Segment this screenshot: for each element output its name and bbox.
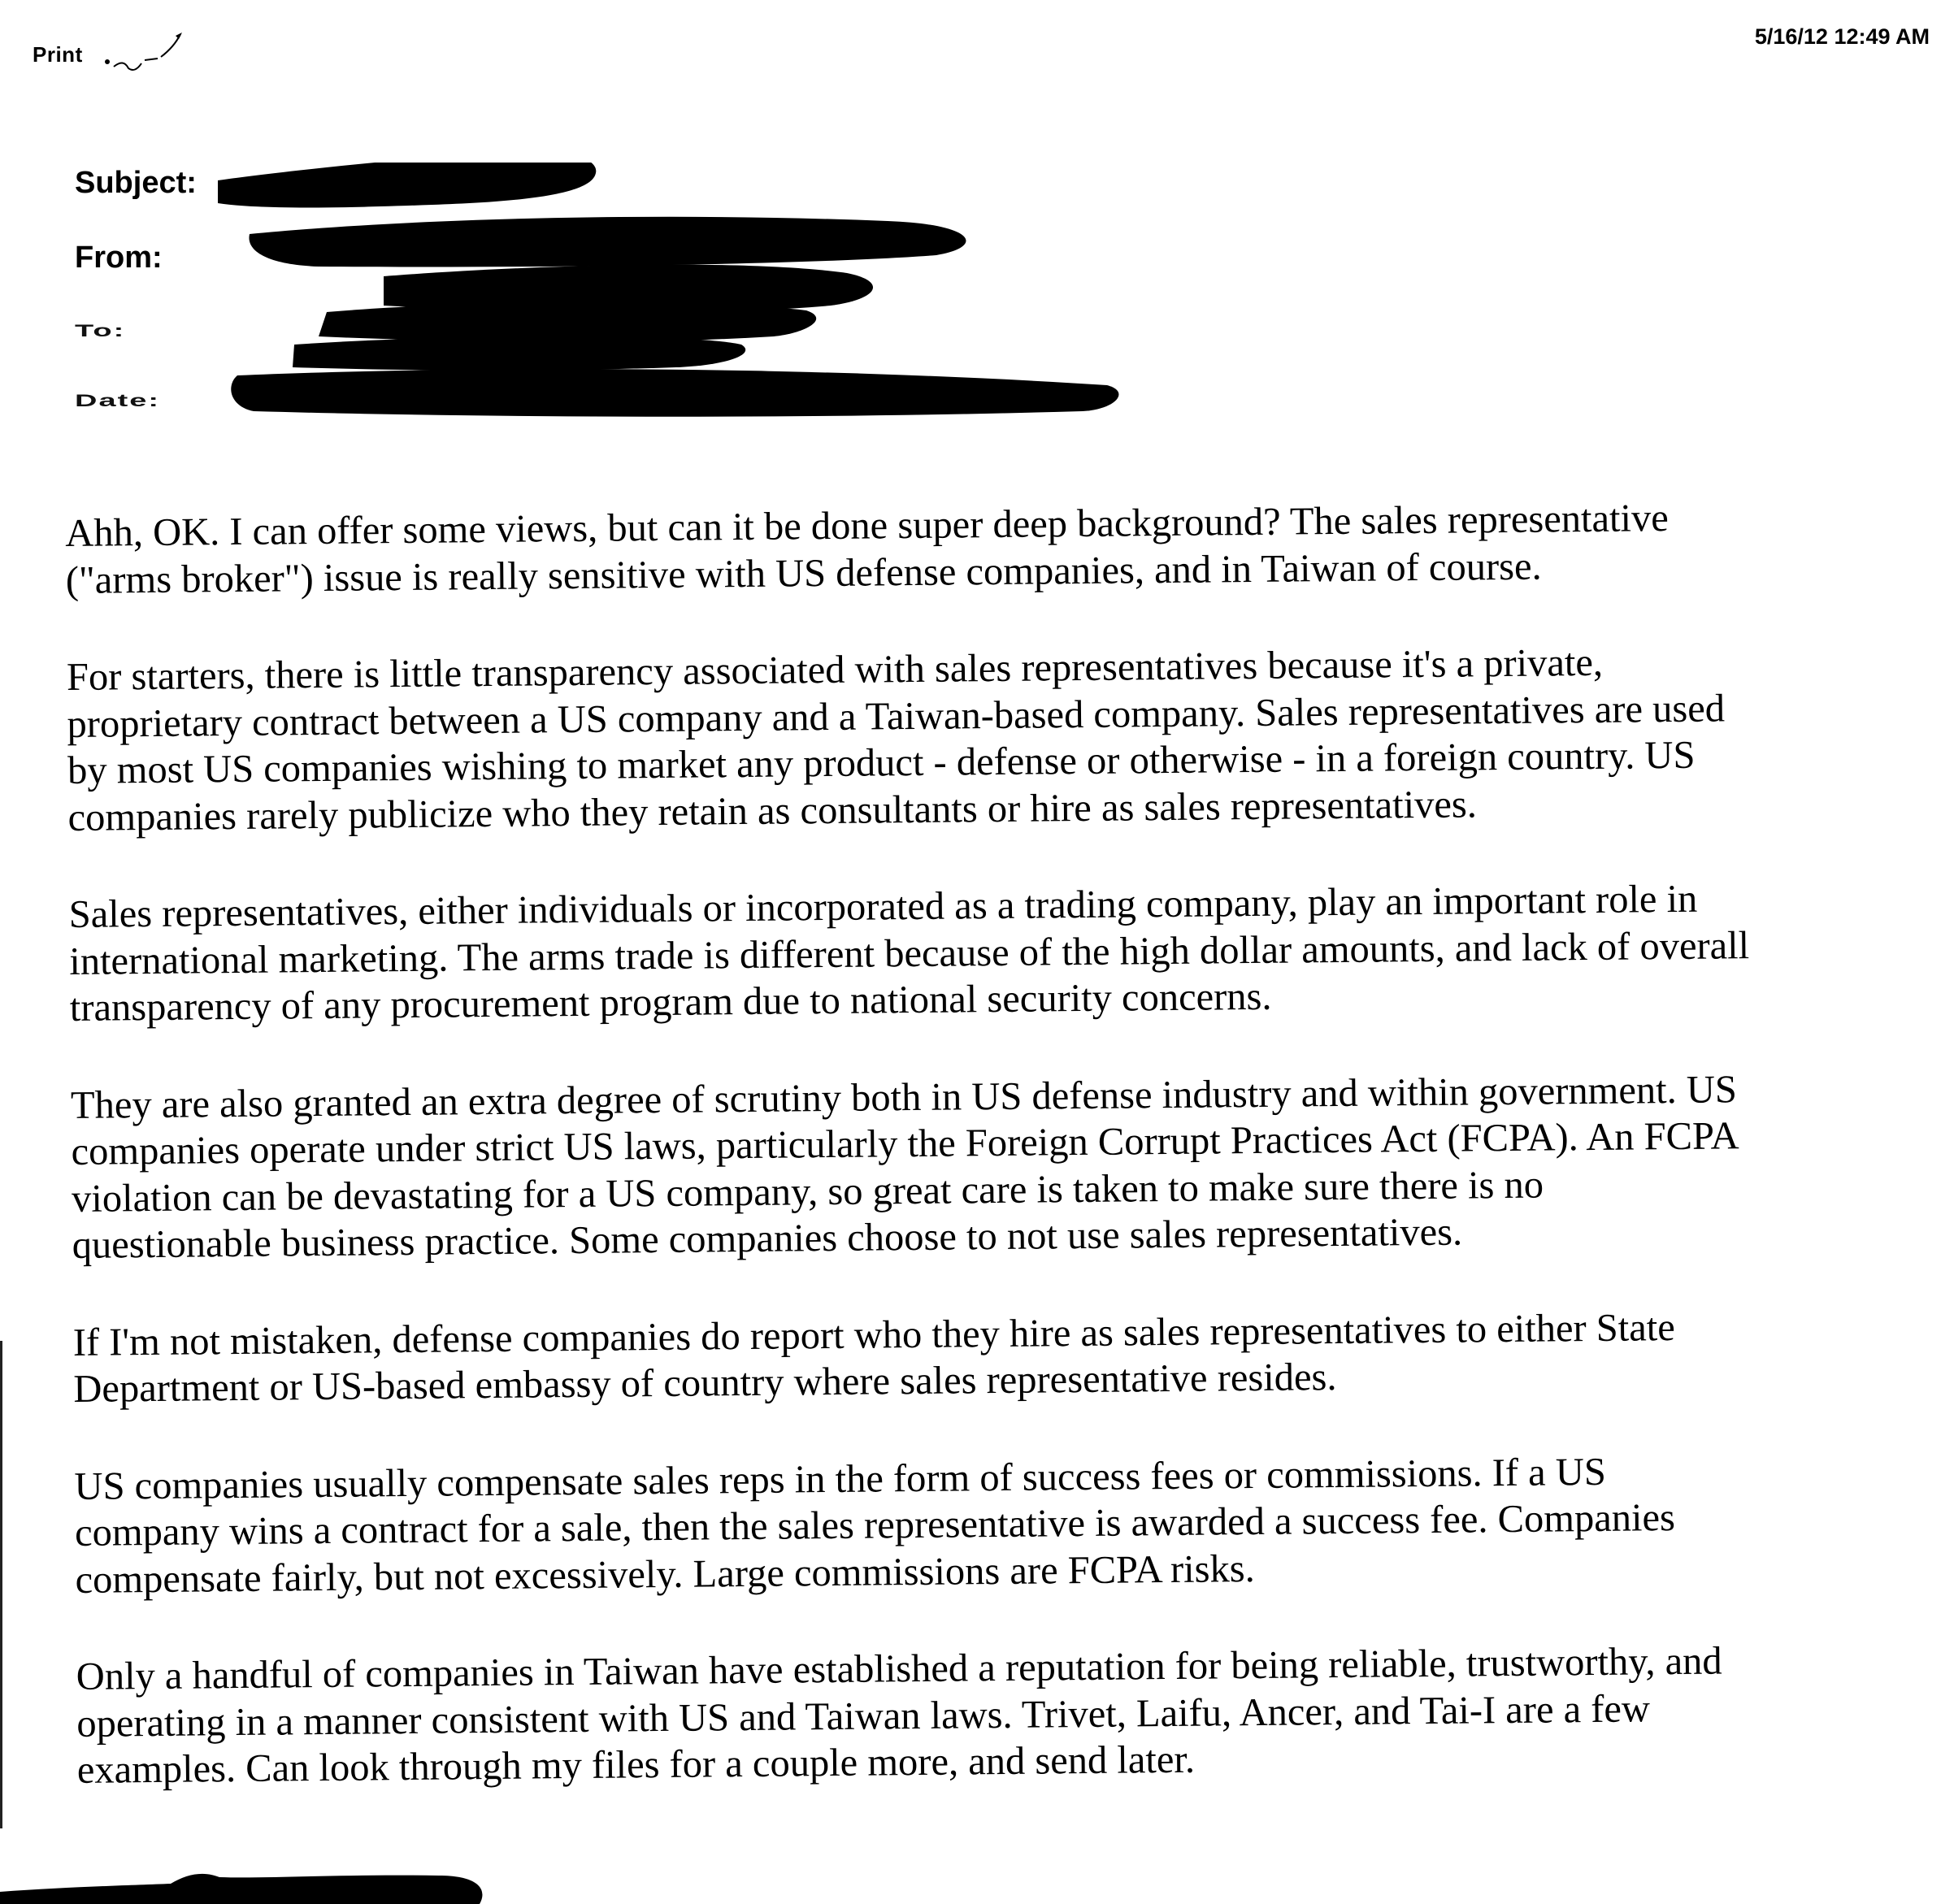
print-timestamp: 5/16/12 12:49 AM: [1754, 24, 1930, 49]
pen-scribble-mark: [99, 26, 189, 75]
body-paragraph-2: For starters, there is little transparency associated with sales representatives because it's a private, proprietary contract between a US company and a Taiwan-based company. Sales representatives are used by most US companies wishing to market any product - defense or otherwise - in a foreign country. US companies rarely publicize who they retain as consultants or hire as sales representatives.: [66, 640, 1726, 839]
body-paragraph-6: US companies usually compensate sales reps in the form of success fees or commissions. If a US company wins a contract for a sale, then the sales representative is awarded a success fee. Companies compensate fairly, but not excessively. Large commissions are FCPA risks.: [74, 1450, 1676, 1602]
body-paragraph-4: They are also granted an extra degree of scrutiny both in US defense industry and within government. US companies operate under strict US laws, particularly the Foreign Corrupt Practices Act (FCPA). An FCPA violation can be devastating for a US company, so great care is taken to make sure there is no questionable business practice. Some companies choose to not use sales representatives.: [70, 1067, 1739, 1267]
scan-edge-line: [0, 1341, 2, 1828]
subject-label: Subject:: [75, 166, 197, 200]
body-paragraph-7: Only a handful of companies in Taiwan have established a reputation for being reliable, trustworthy, and operating in a manner consistent with US and Taiwan laws. Trivet, Laifu, Ancer, and Tai-I are a few examples. Can look through my files for a couple more, and send later.: [76, 1639, 1722, 1792]
body-paragraph-3: Sales representatives, either individuals or incorporated as a trading company, play an important role in international marketing. The arms trade is different because of the high dollar amounts, and lack of overall transparency of any procurement program due to national security concerns.: [68, 877, 1750, 1030]
subject-redaction: [218, 163, 596, 208]
email-header: [75, 163, 1131, 431]
redaction-marks: [75, 163, 1131, 431]
print-label: Print: [33, 42, 83, 67]
email-body: [65, 492, 1931, 1844]
body-paragraph-5: If I'm not mistaken, defense companies do report who they hire as sales representatives to either State Department or US-based embassy of country where sales representative resides.: [72, 1305, 1675, 1411]
from-redaction: [249, 217, 966, 267]
body-paragraph-1: Ahh, OK. I can offer some views, but can it be done super deep background? The sales representative ("arms broker") issue is really sensitive with US defense companies, and in Taiwan of course.: [65, 497, 1669, 602]
date-label: Date:: [75, 391, 161, 410]
from-label: From:: [75, 241, 163, 275]
to-label: To:: [75, 321, 126, 340]
date-redaction: [231, 369, 1118, 417]
signature-redaction: [0, 1869, 504, 1904]
